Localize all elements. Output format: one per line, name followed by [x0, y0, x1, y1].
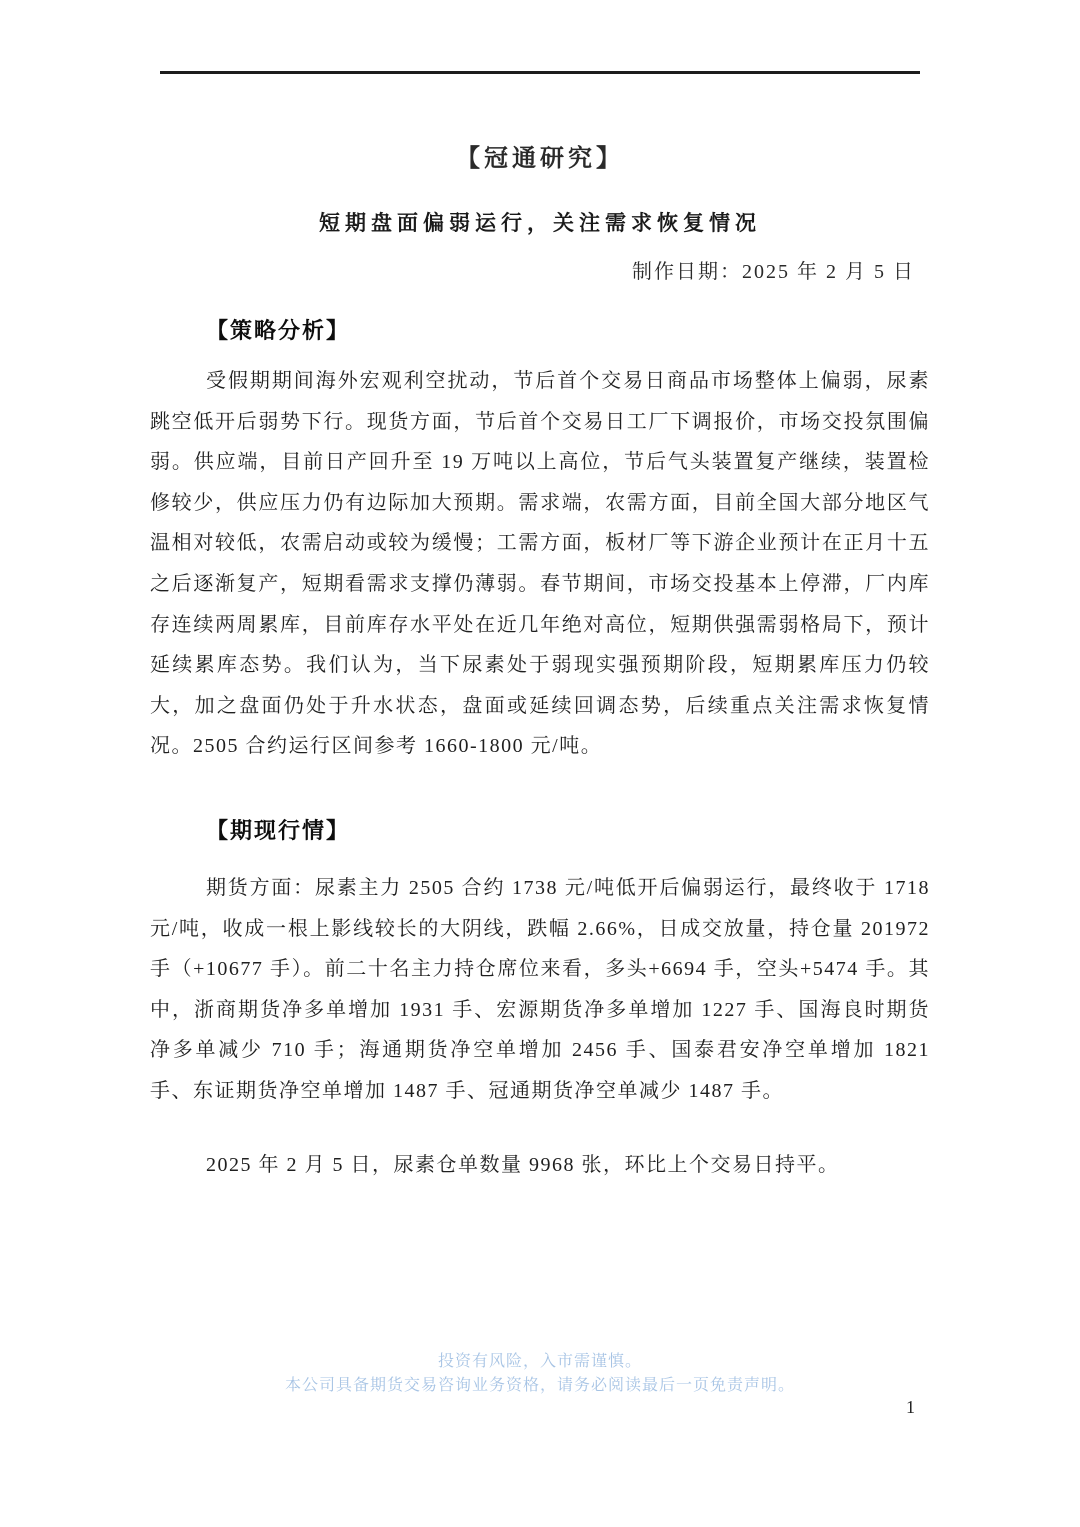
section-heading-strategy-analysis: 【策略分析】	[206, 318, 351, 343]
futures-market-paragraph: 期货方面：尿素主力 2505 合约 1738 元/吨低开后偏弱运行，最终收于 1718 元/吨，收成一根上影线较长的大阴线，跌幅 2.66%，日成交放量，持仓量 201972 手（+10677 手）。前二十名主力持仓席位来看，多头+6694 手，空头+5474 手。其中，浙商期货净多单增加 1931 手、宏源期货净多单增加 1227 手、国海良时期货净多单减少 710 手；海通期货净空单增加 2456 手、国泰君安净空单增加 1821 手、东证期货净空单增加 1487 手、冠通期货净空单减少 1487 手。	[150, 876, 930, 1102]
report-content	[150, 71, 930, 1185]
report-title: 短期盘面偏弱运行，关注需求恢复情况	[319, 211, 761, 235]
footer-disclaimer: 本公司具备期货交易咨询业务资格，请务必阅读最后一页免责声明。	[284, 1377, 795, 1394]
brand-header: 【冠通研究】	[456, 146, 624, 172]
page-footer	[0, 1350, 1080, 1398]
section-heading-futures-spot-market: 【期现行情】	[206, 817, 351, 843]
page-number: 1	[906, 1397, 915, 1417]
header-divider	[160, 71, 920, 74]
footer-risk-warning: 投资有风险，入市需谨慎。	[437, 1353, 642, 1370]
warehouse-receipt-paragraph: 2025 年 2 月 5 日，尿素仓单数量 9968 张，环比上个交易日持平。	[206, 1153, 840, 1176]
report-date: 制作日期：2025 年 2 月 5 日	[632, 261, 915, 283]
strategy-analysis-paragraph: 受假期期间海外宏观利空扰动，节后首个交易日商品市场整体上偏弱，尿素跳空低开后弱势下行。现货方面，节后首个交易日工厂下调报价，市场交投氛围偏弱。供应端，目前日产回升至 19 万吨以上高位，节后气头装置复产继续，装置检修较少，供应压力仍有边际加大预期。需求端，农需方面，目前全国大部分地区气温相对较低，农需启动或较为缓慢；工需方面，板材厂等下游企业预计在正月十五之后逐渐复产，短期看需求支撑仍薄弱。春节期间，市场交投基本上停滞，厂内库存连续两周累库，目前库存水平处在近几年绝对高位，短期供强需弱格局下，预计延续累库态势。我们认为，当下尿素处于弱现实强预期阶段，短期累库压力仍较大，加之盘面仍处于升水状态，盘面或延续回调态势，后续重点关注需求恢复情况。2505 合约运行区间参考 1660-1800 元/吨。	[150, 370, 930, 758]
